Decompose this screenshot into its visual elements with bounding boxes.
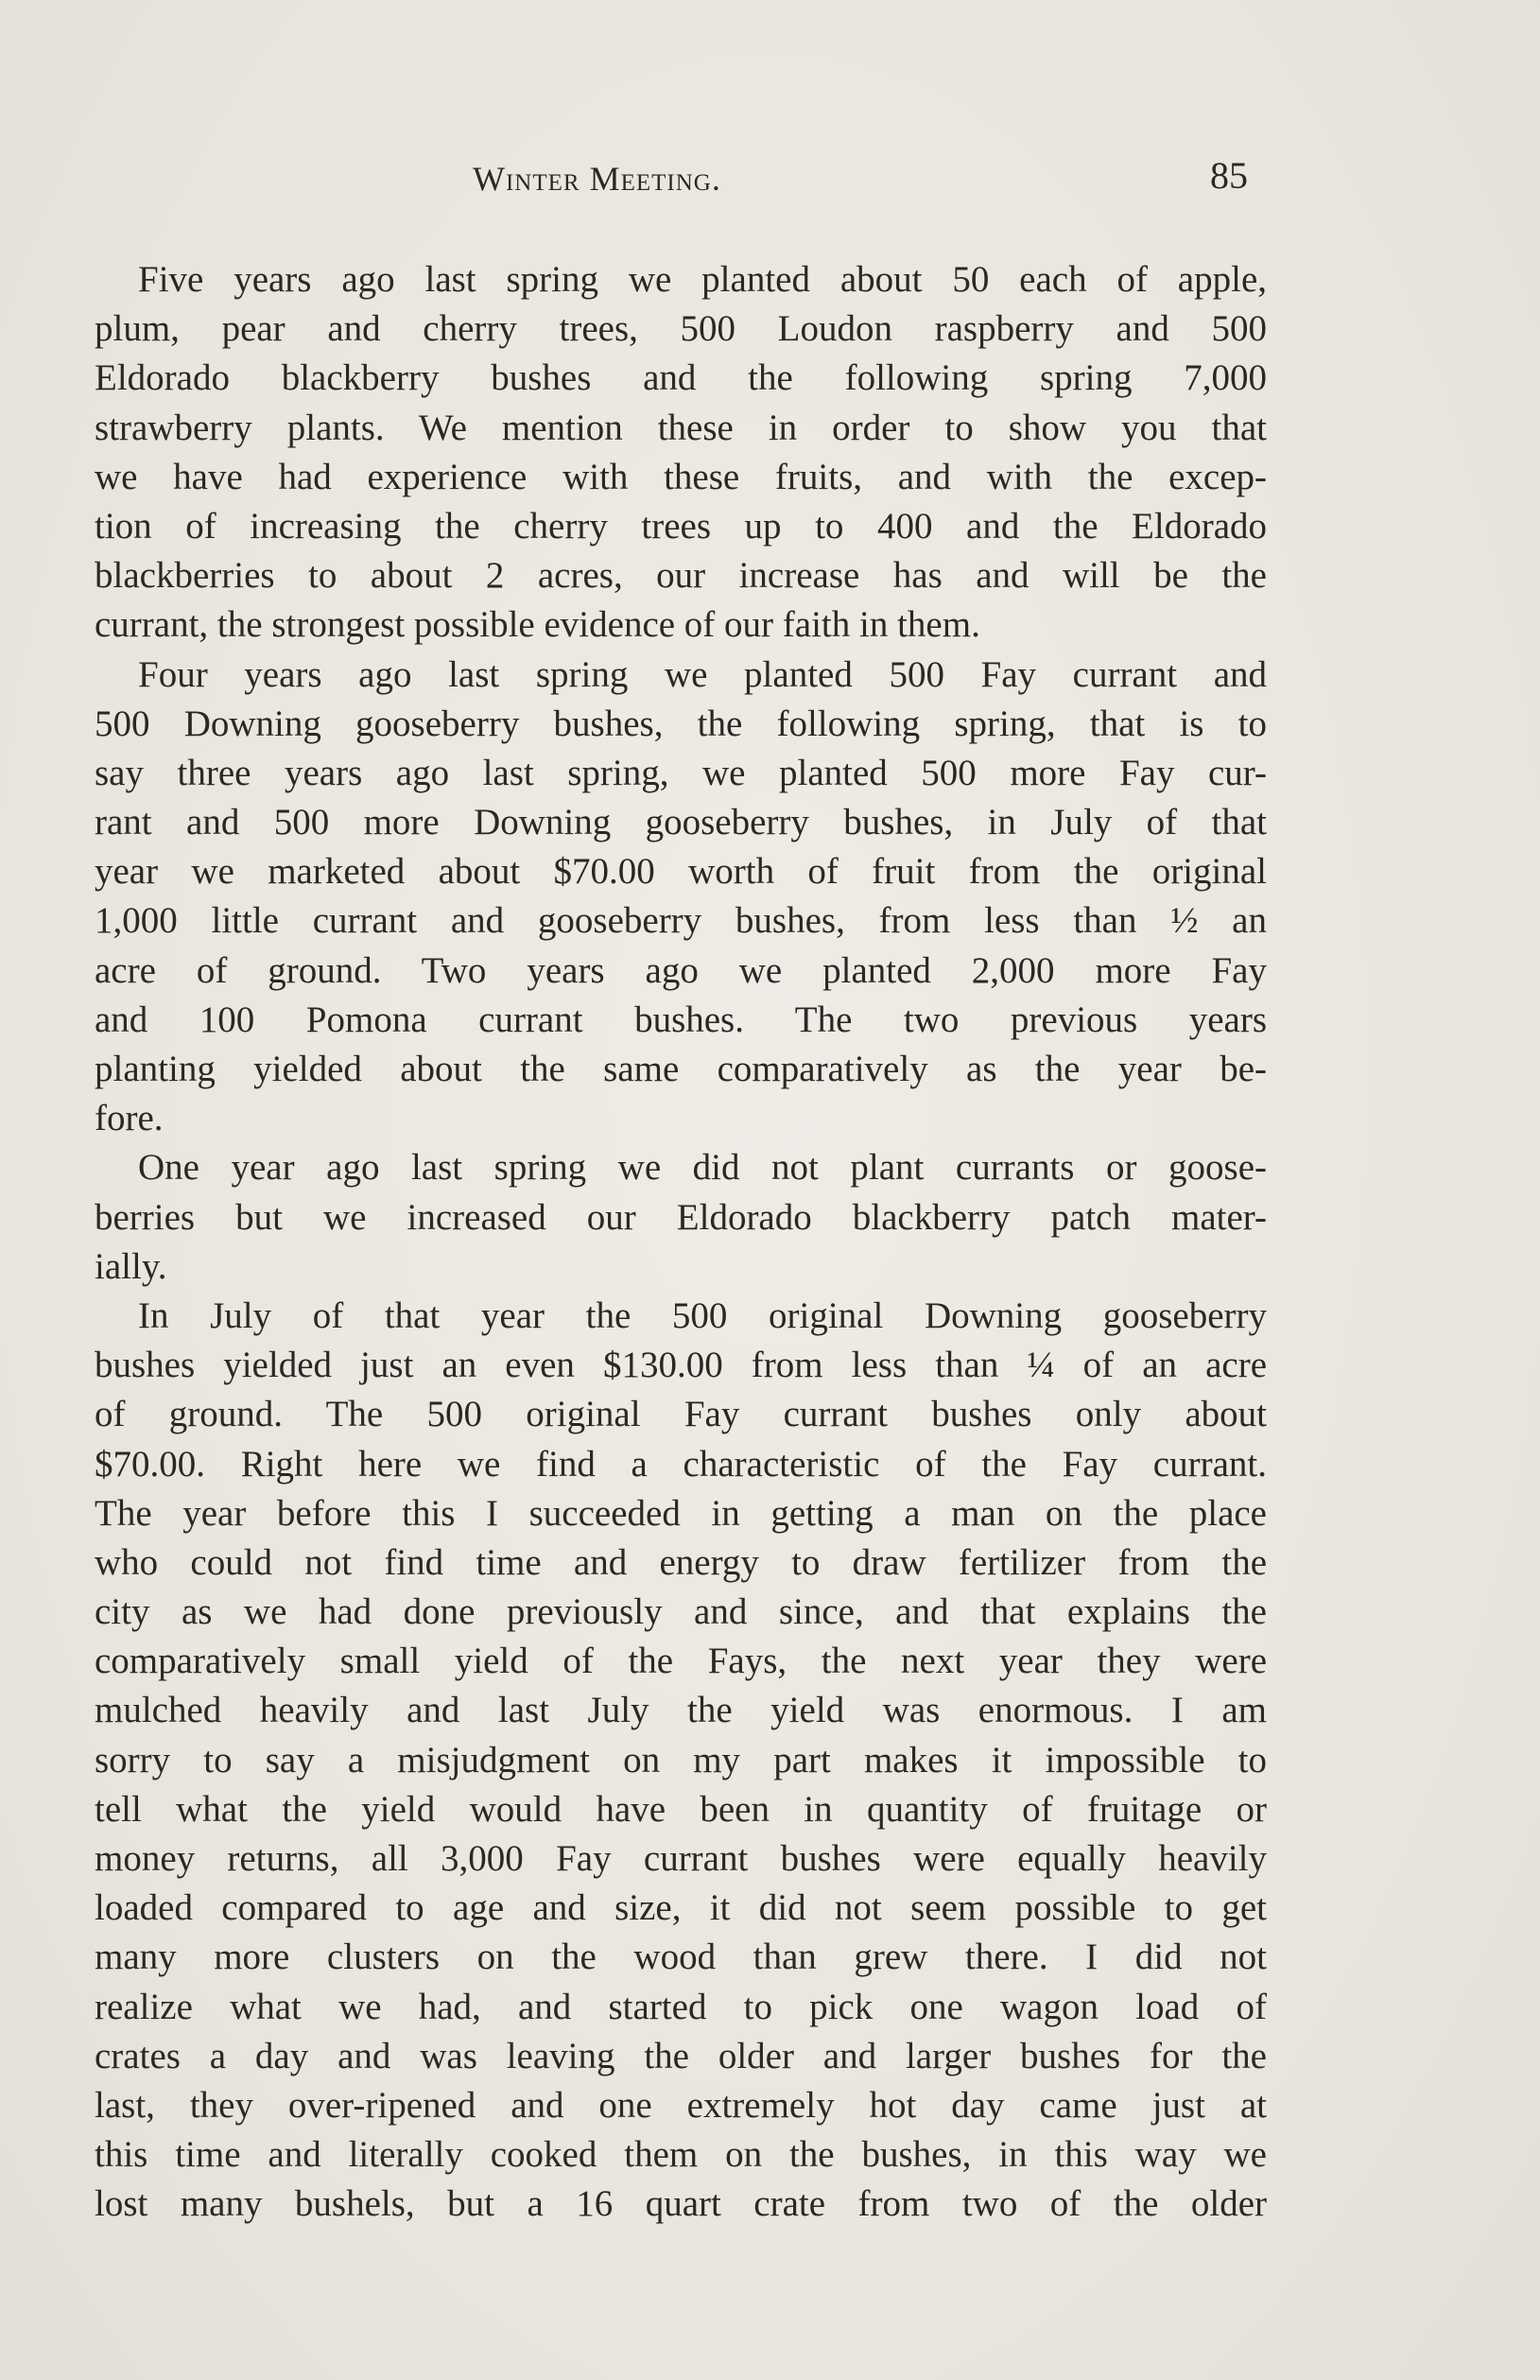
text-line: plum, pear and cherry trees, 500 Loudon raspberry and 500: [95, 308, 1267, 350]
text-line: strawberry plants. We mention these in order to show you that: [95, 407, 1267, 448]
text-line: In July of that year the 500 original Downing gooseberry: [138, 1294, 1267, 1336]
text-line: 500 Downing gooseberry bushes, the following spring, that is to: [95, 703, 1267, 744]
text-line: rant and 500 more Downing gooseberry bushes, in July of that: [95, 802, 1267, 843]
paragraph-4: [95, 1292, 1267, 2230]
text-line: we have had experience with these fruits, and with the excep-: [95, 456, 1267, 497]
text-line: ially.: [95, 1245, 167, 1287]
text-line: Five years ago last spring we planted about 50 each of apple,: [138, 259, 1267, 300]
text-line: Four years ago last spring we planted 500 Fay currant and: [138, 653, 1267, 695]
text-line: $70.00. Right here we find a characteristic of the Fay currant.: [95, 1443, 1267, 1485]
text-line: sorry to say a misjudgment on my part makes it impossible to: [95, 1739, 1267, 1781]
text-line: lost many bushels, but a 16 quart crate from two of the older: [95, 2183, 1267, 2225]
paragraph-1: [95, 255, 1267, 651]
text-line: tell what the yield would have been in quantity of fruitage or: [95, 1788, 1267, 1830]
text-line: last, they over-ripened and one extremely hot day came just at: [95, 2084, 1267, 2126]
text-line: comparatively small yield of the Fays, the next year they were: [95, 1641, 1267, 1682]
text-line: many more clusters on the wood than grew there. I did not: [95, 1937, 1267, 1978]
text-line: tion of increasing the cherry trees up to 400 and the Eldorado: [95, 505, 1267, 547]
text-line: loaded compared to age and size, it did not seem possible to get: [95, 1887, 1267, 1929]
text-line: say three years ago last spring, we planted 500 more Fay cur-: [95, 752, 1267, 793]
page-number: 85: [1210, 154, 1248, 197]
text-line: 1,000 little currant and gooseberry bushes, from less than ½ an: [95, 900, 1267, 942]
body-text: [95, 255, 1267, 2230]
text-line: One year ago last spring we did not plant currants or goose-: [138, 1147, 1267, 1189]
text-line: mulched heavily and last July the yield was enormous. I am: [95, 1690, 1267, 1731]
text-line: fore.: [95, 1098, 164, 1139]
text-line: bushes yielded just an even $130.00 from less than ¼ of an acre: [95, 1345, 1267, 1386]
text-line: currant, the strongest possible evidence of our faith in them.: [95, 604, 980, 646]
running-head-title: Winter Meeting.: [473, 160, 721, 198]
text-line: year we marketed about $70.00 worth of fruit from the original: [95, 851, 1267, 893]
text-line: who could not find time and energy to draw fertilizer from the: [95, 1541, 1267, 1583]
text-line: city as we had done previously and since, and that explains the: [95, 1591, 1267, 1633]
text-line: berries but we increased our Eldorado blackberry patch mater-: [95, 1196, 1267, 1238]
text-line: realize what we had, and started to pick one wagon load of: [95, 1986, 1267, 2027]
text-line: blackberries to about 2 acres, our increase has and will be the: [95, 555, 1267, 597]
text-line: money returns, all 3,000 Fay currant bushes were equally heavily: [95, 1838, 1267, 1879]
text-line: Eldorado blackberry bushes and the following spring 7,000: [95, 357, 1267, 399]
paragraph-3: [95, 1143, 1267, 1292]
text-line: planting yielded about the same comparatively as the year be-: [95, 1049, 1267, 1089]
paragraph-2: [95, 651, 1267, 1144]
text-line: acre of ground. Two years ago we planted 2,000 more Fay: [95, 949, 1267, 991]
text-line: of ground. The 500 original Fay currant bushes only about: [95, 1394, 1267, 1435]
text-line: this time and literally cooked them on the bushes, in this way we: [95, 2134, 1267, 2176]
text-line: and 100 Pomona currant bushes. The two previous years: [95, 999, 1267, 1040]
text-line: The year before this I succeeded in getting a man on the place: [95, 1492, 1267, 1534]
running-head: [95, 154, 1248, 216]
text-line: crates a day and was leaving the older and larger bushes for the: [95, 2035, 1267, 2076]
